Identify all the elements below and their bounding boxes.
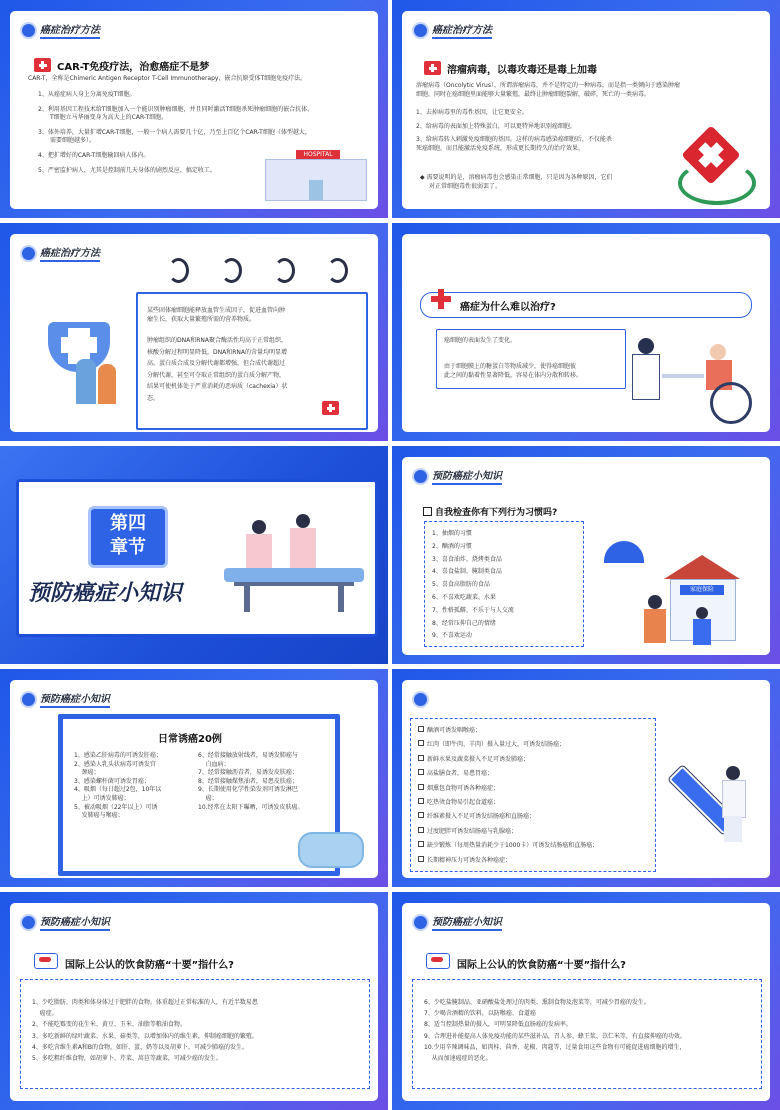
must-line: 8、适当控制热量的摄入，可明显降低直肠癌的发病率。	[424, 1021, 572, 1029]
intro-text	[416, 82, 680, 99]
pills-icon	[34, 953, 58, 969]
checklist-item: 4、喜食盐制、腌制类食品	[432, 568, 502, 576]
step-line: 3、给病毒转入刺激免疫细胞的基因。这样的病毒感染癌细胞后，不仅能杀	[416, 136, 612, 144]
logo-dot-icon	[414, 916, 427, 929]
slide-card	[10, 11, 378, 209]
syringe-nurse-illustration	[660, 750, 756, 850]
step-line: 4、把扩增好的CAR-T细胞输回病人体内。	[38, 151, 150, 159]
header-text: 预防癌症小知识	[432, 467, 502, 485]
section-header	[22, 244, 100, 262]
header-text: 预防癌症小知识	[40, 690, 110, 708]
paragraph-2	[444, 363, 582, 380]
slide-title: 国际上公认的饮食防癌“十要”指什么?	[65, 960, 234, 971]
slide-title: 癌症为什么难以治疗?	[460, 302, 556, 313]
doctor-patient-illustration	[624, 322, 754, 432]
cause-item: 高盐膳食者，易患胃癌；	[418, 767, 598, 781]
cause-line: 上）可诱发肺癌；	[74, 794, 130, 802]
cause-line: 白血病；	[198, 760, 230, 768]
must-line: 6、少吃盐腌制品、亚硝酸盐处理过的肉类、熏制食物及泡菜等，可减少胃癌的发生。	[424, 999, 650, 1006]
must-line: 7、少喝含酒精的饮料，以防喉癌、食道癌	[424, 1010, 536, 1018]
steps-list	[416, 109, 612, 153]
section-header	[414, 21, 492, 39]
chapter-badge	[88, 506, 168, 568]
cause-item: 吃热烫食物易引起食道癌；	[418, 796, 598, 810]
section-header	[414, 690, 432, 708]
cause-item: 缺少锻炼（每周热量消耗少于1000卡）可诱发结肠癌和直肠癌；	[418, 839, 598, 853]
checklist-item: 8、经常压抑自己的情绪	[432, 619, 496, 627]
slide-oncolytic-virus[interactable]	[392, 0, 780, 218]
slide-title: 溶瘤病毒，以毒攻毒还是毒上加毒	[447, 65, 597, 76]
hospital-illustration	[265, 151, 367, 201]
intro-text	[28, 75, 306, 84]
logo-dot-icon	[22, 693, 35, 706]
intro-line: CAR-T，全称是Chimeric Antigen Receptor T-Cell Immunotherapy，嵌合抗原受体T细胞免疫疗法。	[28, 75, 307, 82]
slide-tumor-metabolism[interactable]	[0, 223, 388, 441]
slide-self-check[interactable]	[392, 446, 780, 664]
paragraph-1	[147, 307, 285, 324]
section-header	[22, 21, 100, 39]
slide-card	[402, 903, 770, 1101]
paragraph-1: 癌细胞的表面发生了变化。	[444, 337, 517, 344]
text-line: 分解代谢，甚至可夺取正常组织的蛋白质分解产物，	[147, 371, 286, 379]
badge-line: 第四	[110, 513, 146, 534]
step-line: 死癌细胞，而且能激活免疫系统，形成更长期持久的治疗效果。	[416, 144, 585, 152]
must-line: 癌症。	[32, 1010, 58, 1018]
cause-line: 8、经常接触煤焦油者，易患皮肤癌；	[198, 777, 298, 785]
step-line: T细胞立马华丽变身为高大上的CAR-T细胞。	[50, 114, 168, 122]
cause-item: 新鲜水果及蔬菜摄入不足可诱发肺癌；	[418, 753, 598, 767]
cause-line: 2、感染人乳头状病毒可诱发宫	[74, 760, 156, 768]
causes-list	[418, 724, 598, 868]
section-header	[22, 690, 110, 708]
note-line: ◆ 需要说明的是，溶瘤病毒也会感染正常细胞，只是因为各种原因，它们	[420, 174, 613, 181]
logo-dot-icon	[414, 24, 427, 37]
musts-list	[424, 997, 686, 1064]
slide-title: 日常诱癌20例	[158, 734, 222, 745]
house-sign: 家庭保险	[680, 585, 724, 595]
pills-icon	[426, 953, 450, 969]
text-line: 此之间的黏着性显著降低，容易在体内分散和转移。	[444, 371, 583, 379]
must-line: 2、不能吃霉变的花生米、黄豆、玉米、油脂等粮油食物。	[32, 1021, 186, 1029]
cause-line: 6、经常接触放射线者，易诱发肺癌与	[198, 752, 298, 759]
must-line: 9、合理进补能提高人体免疫功能的某些滋补品，召人参、蜂王浆、苡仁米等，有直接抑癌的功效。	[424, 1032, 686, 1040]
logo-dot-icon	[414, 693, 427, 706]
logo-dot-icon	[22, 916, 35, 929]
header-text: 预防癌症小知识	[432, 913, 502, 931]
text-line: 高。蛋白质合成及分解代谢都增强，但合成代谢超过	[147, 360, 286, 367]
section-header	[22, 913, 110, 931]
cause-item: 过度肥胖可诱发结肠癌与乳腺癌；	[418, 825, 598, 839]
step-line: 需要细胞越多）。	[50, 137, 96, 145]
text-line: 由于细胞膜上的糖蛋白等物质减少，使得癌细胞彼	[444, 363, 577, 370]
header-text: 癌症治疗方法	[40, 21, 100, 39]
step-line: 2、利用基因工程技术给T细胞加入一个能识别肿瘤细胞，并且同时激活T细胞杀死肿瘤细胞的嵌合抗体，	[38, 105, 314, 113]
hospital-sign: HOSPITAL	[296, 150, 340, 159]
must-line: 5、多吃粗纤维食物，如胡萝卜、芹菜、莴苣等蔬菜，可减少癌的发生。	[32, 1055, 222, 1063]
section-header	[414, 913, 502, 931]
hospital-door	[309, 180, 323, 200]
slide-title: CAR-T免疫疗法，治愈癌症不是梦	[57, 62, 210, 73]
must-line: 从而加速癌症的恶化。	[424, 1055, 492, 1063]
checklist	[432, 528, 514, 643]
slide-car-t[interactable]	[0, 0, 388, 218]
header-text: 癌症治疗方法	[40, 244, 100, 262]
section-header	[414, 467, 502, 485]
slide-title: 国际上公认的饮食防癌“十要”指什么?	[457, 960, 626, 971]
medical-team-illustration	[224, 510, 364, 620]
cause-line: 1、感染乙肝病毒的可诱发肝癌；	[74, 752, 162, 759]
must-line: 1、少吃脂肪、肉类和体身体过于肥胖的食物。体重超过正常标准的人，有近半数易患	[32, 999, 258, 1006]
cause-item: 红肉（即牛肉、羊肉）摄入量过大，可诱发结肠癌；	[418, 738, 598, 752]
checklist-item: 7、性格孤僻、不乐于与人交流	[432, 606, 514, 614]
medical-kit-icon	[424, 61, 441, 75]
cause-line: 3、感染螺杆菌可诱发胃癌；	[74, 777, 150, 785]
paragraph-2	[147, 335, 288, 404]
medical-cross-icon	[431, 289, 451, 309]
musts-list	[32, 997, 258, 1064]
notebook-rings	[168, 258, 378, 283]
checklist-item: 2、酗酒的习惯	[432, 542, 472, 550]
step-line: 3、体外培养，大量扩增CAR-T细胞，一般一个病人需要几十亿，乃至上百亿个CAR-T细胞（体型越大，	[38, 128, 311, 136]
slide-card	[402, 457, 770, 655]
step-line: 5、严密监护病人，尤其是控制前几天身体的剧烈反应，搞定收工。	[38, 166, 216, 174]
checklist-item: 5、喜食高脂肪的食品	[432, 581, 490, 589]
chapter-title: 预防癌症小知识	[28, 581, 183, 606]
logo-dot-icon	[22, 24, 35, 37]
causes-right-column	[198, 752, 304, 812]
cause-item: 纤维素摄入不足可诱发结肠癌和直肠癌；	[418, 810, 598, 824]
face-mask-icon	[298, 832, 364, 868]
cause-line: 7、经常接触沥青者，易诱发皮肤癌；	[198, 769, 298, 777]
family-insurance-illustration	[598, 537, 748, 649]
text-line: 某些固体瘤细胞能释放血管生成因子，促进血管向肿	[147, 307, 286, 314]
logo-dot-icon	[22, 247, 35, 260]
checklist-item: 9、不喜欢运动	[432, 632, 472, 640]
slide-ten-musts-2[interactable]	[392, 892, 780, 1110]
badge-line: 章节	[110, 537, 146, 558]
slide-20-causes[interactable]	[0, 669, 388, 887]
laurel-icon	[678, 161, 756, 205]
slide-ten-musts-1[interactable]	[0, 892, 388, 1110]
step-line: 2、给病毒的表面加上特殊蛋白，可以更特异地识别癌细胞。	[416, 122, 576, 130]
intro-line: 细胞，同时在癌细胞里面能够大量繁殖，最终让肿瘤细胞裂解，破碎，死亡的一类病毒。	[416, 90, 651, 98]
question-title: 自我检查你有下列行为习惯吗?	[435, 508, 558, 518]
slide-card	[10, 903, 378, 1101]
checklist-item: 3、喜食油炸、烧烤类食品	[432, 555, 502, 563]
slide-card	[402, 680, 770, 878]
note-line: 对正常细胞毒性很弱罢了。	[429, 182, 502, 190]
slide-chapter-4[interactable]	[0, 446, 388, 664]
cause-item: 烟熏包食物可诱各种癌症；	[418, 782, 598, 796]
slide-why-hard[interactable]	[392, 223, 780, 441]
cause-line: 4、吸烟（每日超过2包，10年以	[74, 786, 162, 794]
cause-line: 9、长期使用化学性染发剂可诱发淋巴	[198, 786, 298, 794]
must-line: 3、多吃新鲜的绿叶蔬菜、水果、菇类等，以增加体内的维生素，抑制癌细胞的繁殖。	[32, 1032, 258, 1040]
text-line: 结果可使机体处于严重消耗的恶病质（cachexia）状	[147, 383, 288, 390]
slide-card	[10, 680, 378, 878]
must-line: 10.少用辛辣调味品，如肉桂、茴香、花椒、肉蔻等，过量食用这些食物有可能促进癌细胞的增生，	[424, 1043, 686, 1051]
cause-line: 颈癌；	[74, 769, 100, 777]
medical-kit-icon	[322, 401, 339, 415]
step-line: 1、去掉病毒里的毒性基因，让它更安全。	[416, 109, 528, 116]
doctor-hands-illustration	[36, 304, 146, 404]
slide-card	[402, 11, 770, 209]
text-line: 态。	[147, 394, 160, 402]
intro-line: 溶瘤病毒（Oncolytic Virus），所谓溶瘤病毒，并不是特定的一种病毒，而是指一类倾向于感染肿瘤	[416, 82, 680, 89]
must-line: 4、多吃含维生素A和B的食物，如肝、蛋、奶等以及胡萝卜，可减少肺癌的发生。	[32, 1043, 249, 1051]
checkbox-icon	[423, 507, 432, 516]
causes-left-column	[74, 752, 162, 821]
slide-causes-continued[interactable]	[392, 669, 780, 887]
text-line: 核酸分解过程明显降低，DNA和RNA的含量均明显增	[147, 348, 287, 356]
medical-kit-icon	[34, 58, 51, 72]
slide-card	[10, 234, 378, 432]
cause-line: 癌；	[198, 794, 218, 802]
checklist-item: 6、不喜欢吃蔬菜、水果	[432, 593, 496, 601]
slide-card	[402, 234, 770, 432]
cause-line: 5、被动吸烟（22年以上）可诱	[74, 803, 158, 811]
text-line: 肿瘤组织的DNA和RNA聚合酶活性均高于正常组织，	[147, 337, 287, 344]
logo-dot-icon	[414, 470, 427, 483]
header-text: 预防癌症小知识	[40, 913, 110, 931]
cause-line: 发肺癌与喉癌；	[74, 812, 124, 820]
note-text	[420, 174, 613, 191]
step-line: 1、从癌症病人身上分离免疫T细胞。	[38, 91, 136, 98]
header-text: 癌症治疗方法	[432, 21, 492, 39]
cause-item: 酗酒可诱发咽喉癌；	[418, 724, 598, 738]
cause-item: 长期精神压力可诱发各种癌症；	[418, 854, 598, 868]
cause-line: 10.经常在太阳下曝晒，可诱发皮肤癌。	[198, 803, 304, 811]
text-line: 瘤生长，获取大量繁殖所需的营养物质。	[147, 315, 256, 323]
checklist-item: 1、抽烟的习惯	[432, 530, 472, 537]
